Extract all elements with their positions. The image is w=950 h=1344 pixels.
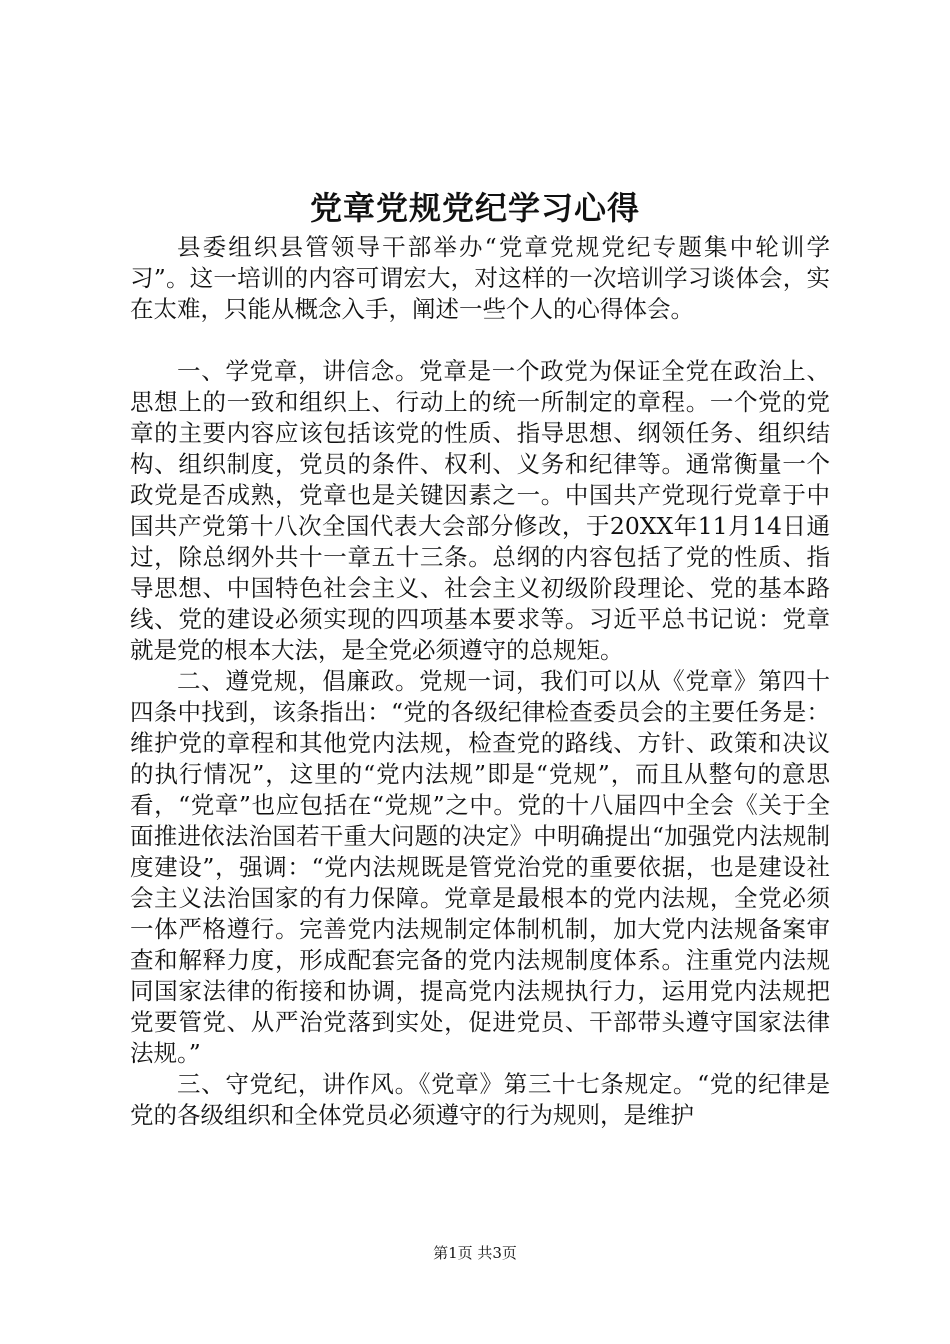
page-number-footer: 第1页 共3页 [433,1244,517,1262]
document-body [130,232,830,1131]
paragraph-section-2: 二、遵党规，倡廉政。党规一词，我们可以从《党章》第四十四条中找到，该条指出：“党的各级纪律检查委员会的主要任务是：维护党的章程和其他党内法规，检查党的路线、方针、政策和决议的执行情况”，这里的“党内法规”即是“党规”，而且从整句的意思看，“党章”也应包括在“党规”之中。党的十八届四中全会《关于全面推进依法治国若干重大问题的决定》中明确提出“加强党内法规制度建设”，强调：“党内法规既是管党治党的重要依据，也是建设社会主义法治国家的有力保障。党章是最根本的党内法规，全党必须一体严格遵行。完善党内法规制定体制机制，加大党内法规备案审查和解释力度，形成配套完备的党内法规制度体系。注重党内法规同国家法律的衔接和协调，提高党内法规执行力，运用党内法规把党要管党、从严治党落到实处，促进党员、干部带头遵守国家法律法规。” [130,667,830,1067]
paragraph-intro: 县委组织县管领导干部举办“党章党规党纪专题集中轮训学习”。这一培训的内容可谓宏大，对这样的一次培训学习谈体会，实在太难，只能从概念入手，阐述一些个人的心得体会。 [130,233,830,323]
paragraph-section-3: 三、守党纪，讲作风。《党章》第三十七条规定。“党的纪律是党的各级组织和全体党员必须遵守的行为规则，是维护 [130,1070,830,1129]
paragraph-section-1: 一、学党章，讲信念。党章是一个政党为保证全党在政治上、思想上的一致和组织上、行动上的统一所制定的章程。一个党的党章的主要内容应该包括该党的性质、指导思想、纲领任务、组织结构、组织制度，党员的条件、权利、义务和纪律等。通常衡量一个政党是否成熟，党章也是关键因素之一。中国共产党现行党章于中国共产党第十八次全国代表大会部分修改，于20XX年11月14日通过，除总纲外共十一章五十三条。总纲的内容包括了党的性质、指导思想、中国特色社会主义、社会主义初级阶段理论、党的基本路线、党的建设必须实现的四项基本要求等。习近平总书记说：党章就是党的根本大法，是全党必须遵守的总规矩。 [130,357,830,664]
document-title: 党章党规党纪学习心得 [309,189,640,227]
